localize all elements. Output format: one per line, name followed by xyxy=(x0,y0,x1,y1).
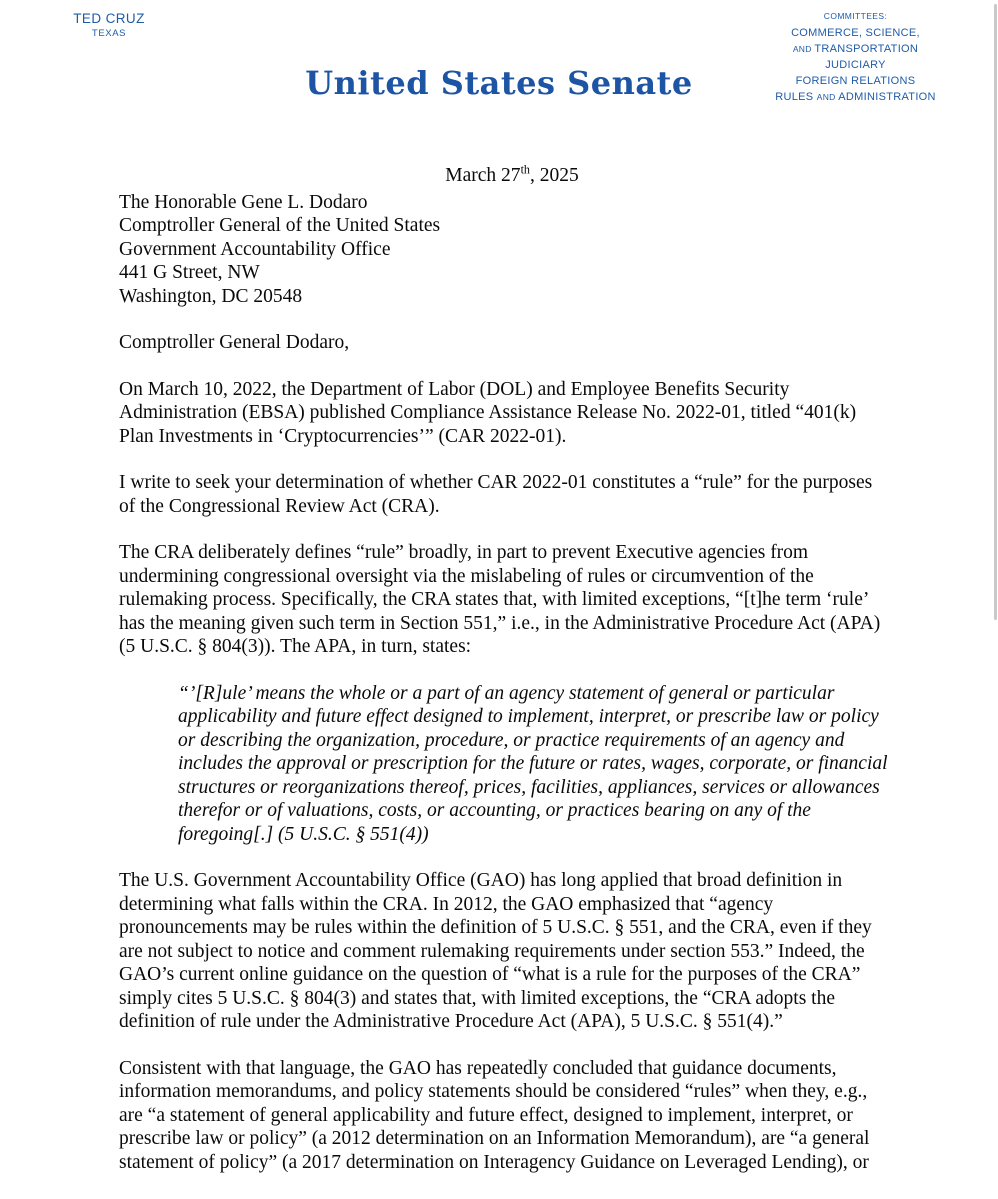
committees-list xyxy=(763,25,948,105)
date-prefix: March 27 xyxy=(445,165,521,186)
date-superscript: th xyxy=(520,162,530,177)
senator-name: TED CRUZ xyxy=(73,11,145,26)
committee-line-small-segment: AND xyxy=(816,92,839,102)
committee-line xyxy=(763,89,948,105)
committee-line xyxy=(763,41,948,57)
committee-line-small-segment: AND xyxy=(792,44,815,54)
senator-state: TEXAS xyxy=(91,28,127,39)
salutation: Comptroller General Dodaro, xyxy=(119,332,350,353)
recipient-address xyxy=(119,191,891,309)
address-line: The Honorable Gene L. Dodaro xyxy=(119,191,368,213)
committee-line-segment: ADMINISTRATION xyxy=(838,91,936,103)
committee-line xyxy=(763,57,948,73)
committee-line-segment: RULES xyxy=(775,91,817,103)
scrollbar-thumb[interactable] xyxy=(994,4,997,620)
address-line: Comptroller General of the United States xyxy=(119,215,441,236)
committees-block xyxy=(763,11,948,105)
scrollbar-track[interactable] xyxy=(993,0,998,1199)
body-paragraph: The U.S. Government Accountability Office (GAO) has long applied that broad definition in determining what falls within the CRA. In 2012, the GAO emphasized that “agency pronouncements may be rules within the definition of 5 U.S.C. § 551, and the CRA, even if they are not subject to notice and comment rulemaking requirements under section 553.” Indeed, the GAO’s current online guidance on the question of “what is a rule for the purposes of the CRA” simply cites 5 U.S.C. § 804(3) and states that, with limited exceptions, the “CRA adopts the definition of rule under the Administrative Procedure Act (APA), 5 U.S.C. § 551(4).” xyxy=(119,870,872,1032)
body-paragraph: On March 10, 2022, the Department of Labor (DOL) and Employee Benefits Security Administration (EBSA) published Compliance Assistance Release No. 2022-01, titled “401(k) Plan Investments in ‘Cryptocurrencies’” (CAR 2022-01). xyxy=(119,378,857,447)
committees-label: COMMITTEES: xyxy=(823,11,888,21)
body-paragraph: Consistent with that language, the GAO has repeatedly concluded that guidance documents, information memorandums, and policy statements should be considered “rules” when they, e.g., are “a statement of general applicability and future effect, designed to implement, interpret, or prescribe law or policy” (a 2012 determination on an Information Memorandum), are “a general statement of policy” (a 2017 determination on Interagency Guidance on Leveraged Lending), or xyxy=(119,1057,870,1173)
body-paragraph: The CRA deliberately defines “rule” broadly, in part to prevent Executive agencies from undermining congressional oversight via the mislabeling of rules or circumvention of the rulemaking process. Specifically, the CRA states that, with limited exceptions, “[t]he term ‘rule’ has the meaning given such term in Section 551,” i.e., in the Administrative Procedure Act (APA) (5 U.S.C. § 804(3)). The APA, in turn, states: xyxy=(119,542,881,657)
committee-line-segment: COMMERCE, SCIENCE, xyxy=(791,27,920,39)
body-paragraph: I write to seek your determination of whether CAR 2022-01 constitutes a “rule” for the purposes of the Congressional Review Act (CRA). xyxy=(119,472,873,517)
committee-line xyxy=(763,25,948,41)
statute-blockquote: “’[R]ule’ means the whole or a part of an agency statement of general or particular applicability and future effect designed to implement, interpret, or prescribe law or policy or describing the organization, procedure, or practice requirements of an agency and includes the approval or prescription for the future or rates, wages, corporate, or financial structures or reorganizations thereof, prices, facilities, appliances, services or allowances therefor or of valuations, costs, or accounting, or practices bearing on any of the foregoing[.] (5 U.S.C. § 551(4)) xyxy=(178,682,888,845)
senate-letterhead-title: United States Senate xyxy=(305,64,693,102)
committee-line-segment: TRANSPORTATION xyxy=(814,43,919,55)
committee-line-segment: FOREIGN RELATIONS xyxy=(795,75,916,87)
address-line: Government Accountability Office xyxy=(119,238,391,260)
letter-content xyxy=(119,164,891,1174)
committee-line xyxy=(763,73,948,89)
address-line: 441 G Street, NW xyxy=(119,262,260,283)
address-line: Washington, DC 20548 xyxy=(119,285,303,307)
letter-date xyxy=(133,164,891,188)
letter-body xyxy=(119,378,891,1175)
senator-block xyxy=(64,11,154,39)
date-suffix: , 2025 xyxy=(529,165,579,186)
committee-line-segment: JUDICIARY xyxy=(825,59,886,71)
